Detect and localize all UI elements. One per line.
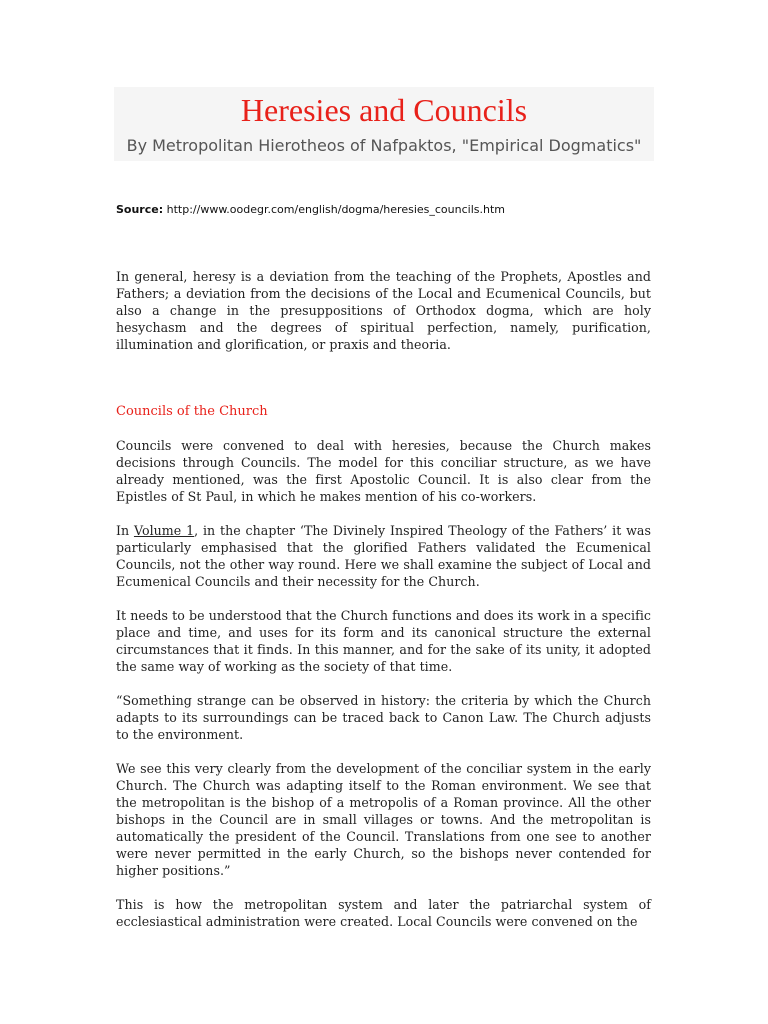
paragraph-2-rest: , in the chapter ‘The Divinely Inspired Theology of the Fathers’ it was particularly emphasised that the glorified Fathers validated the Ecumenical Councils, not the other way round. Here we shall examine the subject of Local and Ecumenical Councils and their necessity for the Church. <box>116 523 651 589</box>
paragraph-1: Councils were convened to deal with heresies, because the Church makes decisions through Councils. The model for this conciliar structure, as we have already mentioned, was the first Apostolic Council. It is also clear from the Epistles of St Paul, in which he makes mention of his co-workers. <box>116 438 651 504</box>
title-banner <box>114 87 654 161</box>
intro-paragraph: In general, heresy is a deviation from the teaching of the Prophets, Apostles and Fathers; a deviation from the decisions of the Local and Ecumenical Councils, but also a change in the presuppositions of Orthodox dogma, which are holy hesychasm and the degrees of spiritual perfection, namely, purification, illumination and glorification, or praxis and theoria. <box>116 269 651 352</box>
source-line <box>116 202 505 218</box>
paragraph-2 <box>116 522 651 590</box>
source-url[interactable]: http://www.oodegr.com/english/dogma/heresies_councils.htm <box>166 203 505 216</box>
page-subtitle: By Metropolitan Hierotheos of Nafpaktos, "Empirical Dogmatics" <box>126 136 642 155</box>
volume-1-link[interactable]: Volume 1 <box>133 523 195 538</box>
source-label: Source: <box>116 203 164 216</box>
article-body <box>116 268 651 930</box>
paragraph-3: It needs to be understood that the Church functions and does its work in a specific place and time, and uses for its form and its canonical structure the external circumstances that it finds. In this manner, and for the sake of its unity, it adopted the same way of working as the society of that time. <box>116 608 651 674</box>
page-title: Heresies and Councils <box>240 92 528 128</box>
paragraph-6: This is how the metropolitan system and later the patriarchal system of ecclesiastical administration were created. Local Councils were convened on the <box>116 897 651 929</box>
section-heading: Councils of the Church <box>116 404 268 419</box>
paragraph-4: “Something strange can be observed in history: the criteria by which the Church adapts to its surroundings can be traced back to Canon Law. The Church adjusts to the environment. <box>116 693 651 742</box>
paragraph-5: We see this very clearly from the development of the conciliar system in the early Church. The Church was adapting itself to the Roman environment. We see that the metropolitan is the bishop of a metropolis of a Roman province. All the other bishops in the Council are in small villages or towns. And the metropolitan is automatically the president of the Council. Translations from one see to another were never permitted in the early Church, so the bishops never contended for higher positions.” <box>116 761 651 878</box>
paragraph-2-lead: In <box>116 523 134 538</box>
